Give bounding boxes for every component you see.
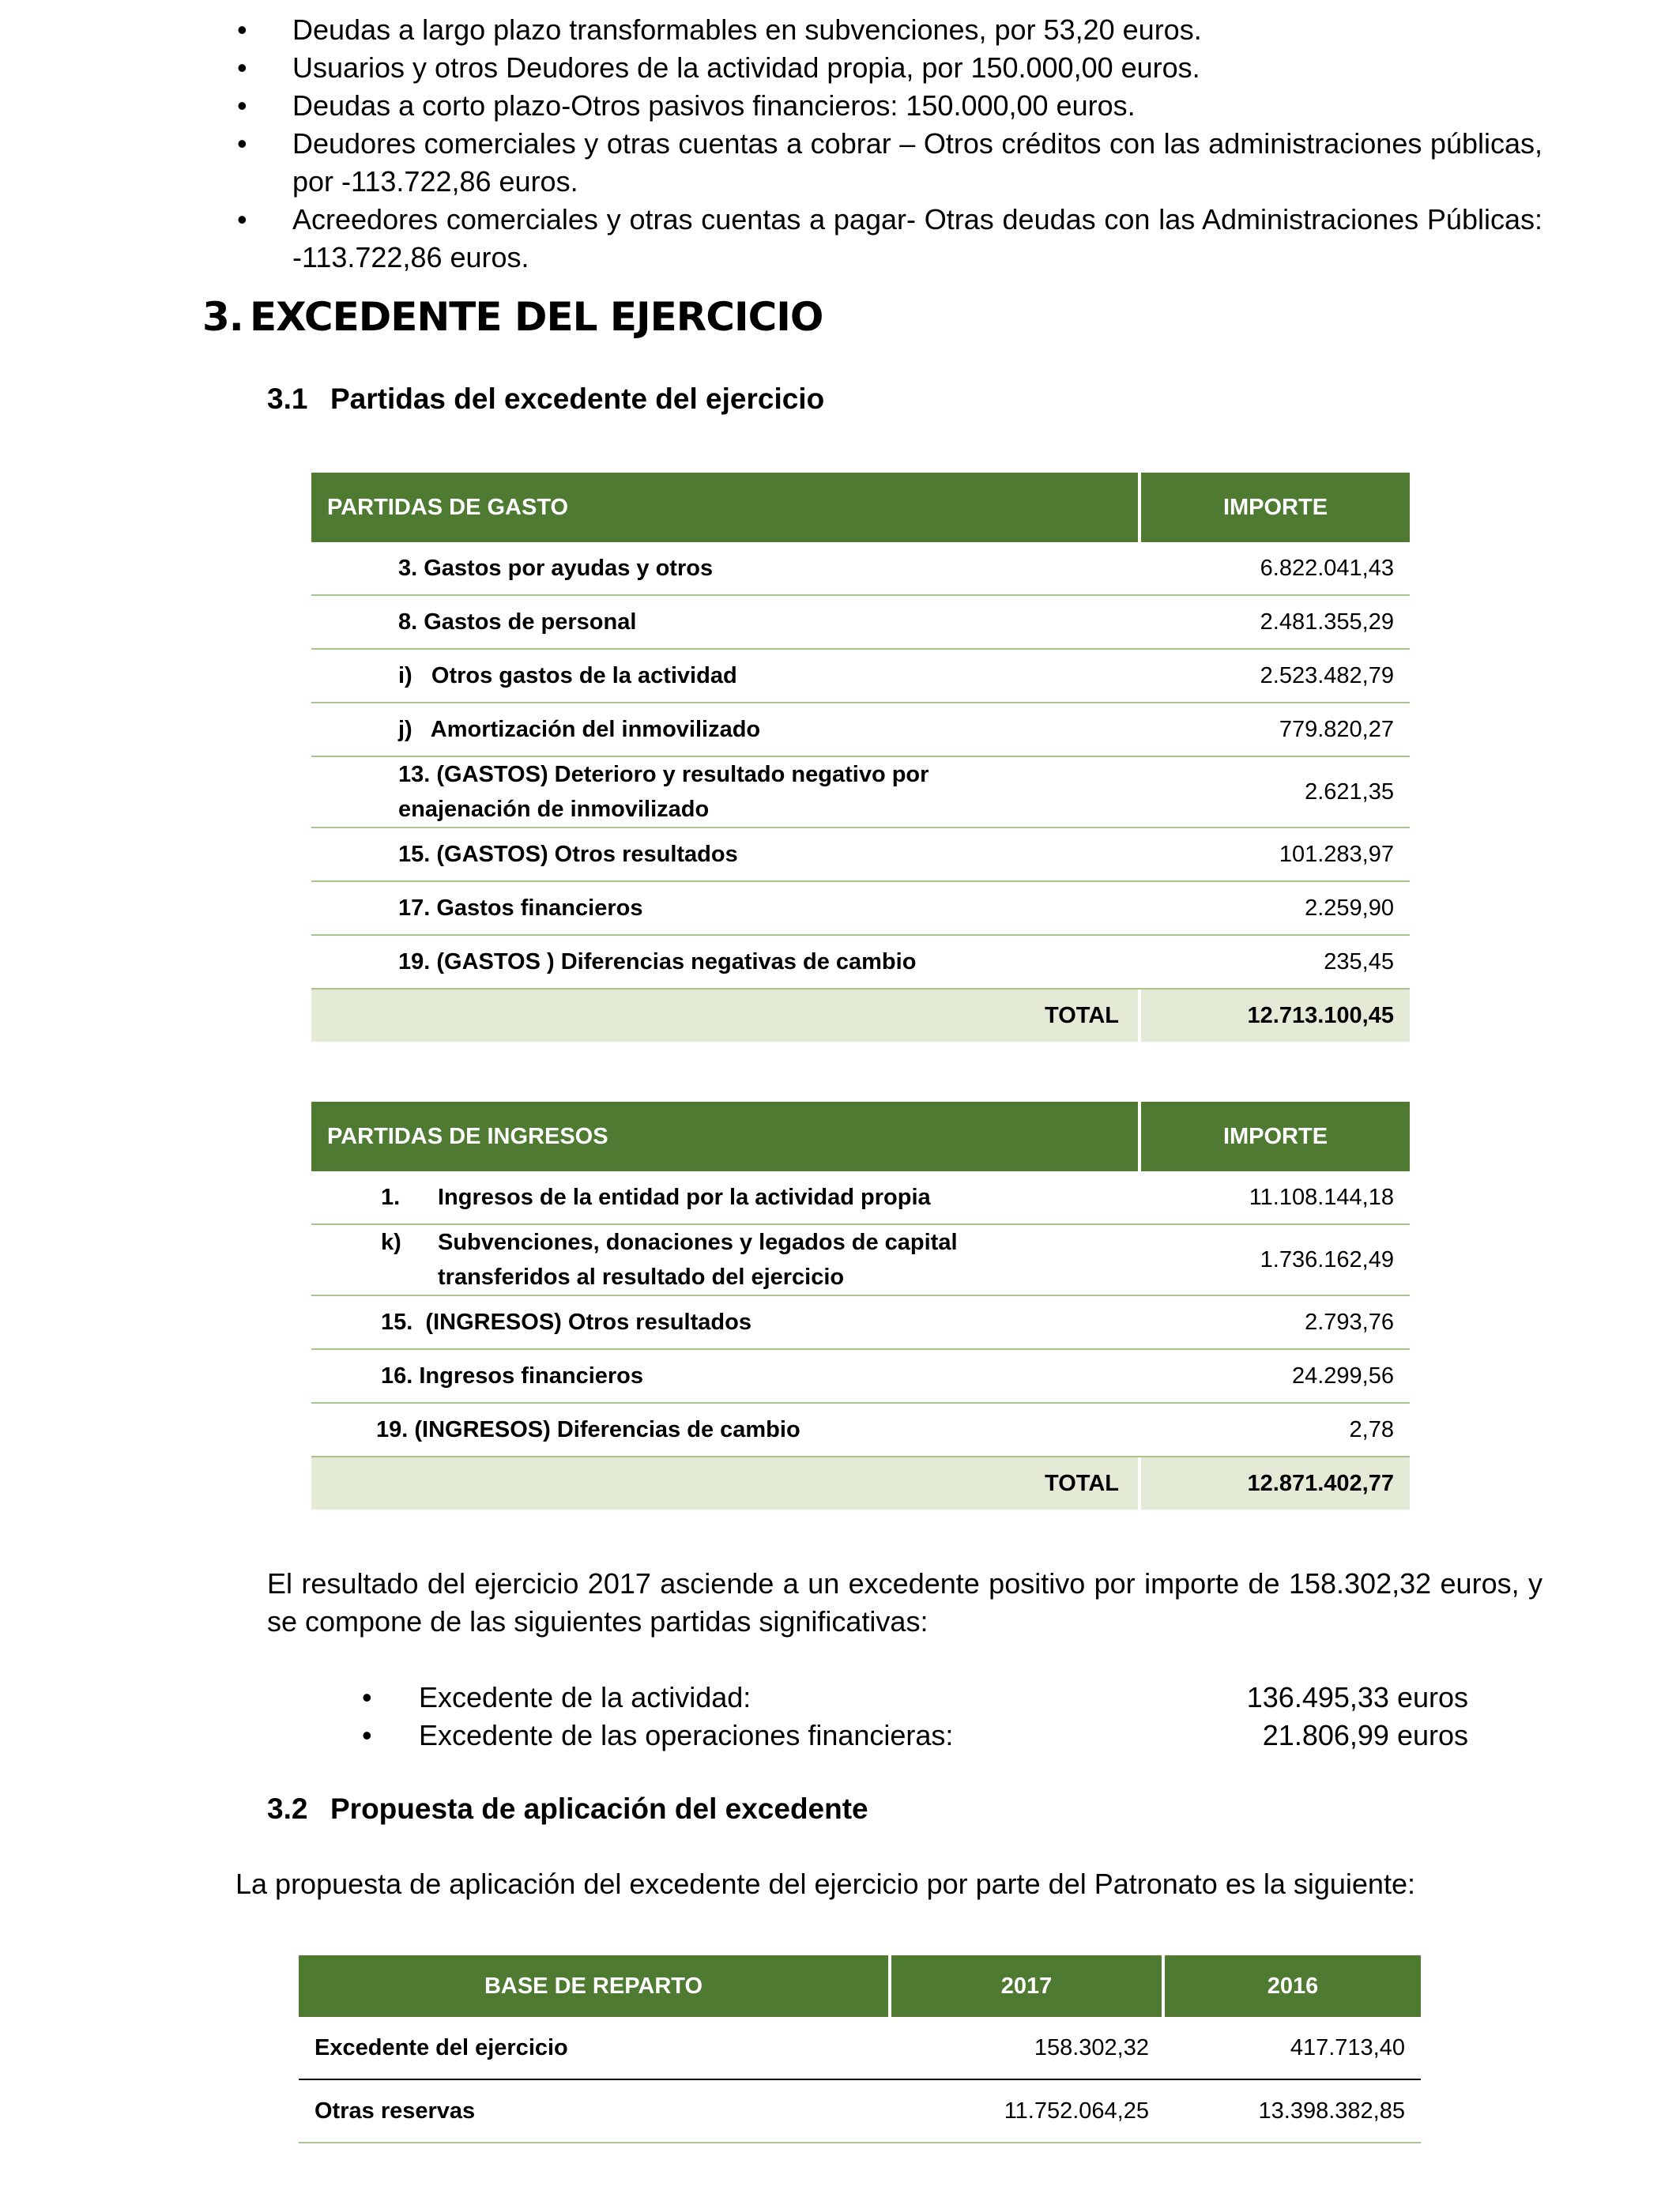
list-item: • Deudas a largo plazo transformables en subvenciones, por 53,20 euros. — [237, 13, 1202, 46]
ingresos-table — [311, 1102, 1410, 1510]
table-row: 1. Ingresos de la entidad por la actividad propia 11.108.144,18 — [311, 1171, 1410, 1225]
table-row: Otras reservas 11.752.064,25 13.398.382,85 — [299, 2080, 1421, 2143]
reparto-header-2017: 2017 — [891, 1955, 1165, 2017]
proposal-paragraph: La propuesta de aplicación del excedente del ejercicio por parte del Patronato es la siguiente: — [235, 1868, 1415, 1900]
subsection-heading-3-2: 3.2 Propuesta de aplicación del excedente — [267, 1793, 868, 1825]
table-row: 15. (INGRESOS) Otros resultados 2.793,76 — [311, 1296, 1410, 1350]
list-item: • Excedente de la actividad: 136.495,33 euros — [362, 1681, 1468, 1713]
table-row: 19. (INGRESOS) Diferencias de cambio 2,78 — [311, 1404, 1410, 1457]
subsection-heading-3-1: 3.1 Partidas del excedente del ejercicio — [267, 383, 825, 415]
table-row: 15. (GASTOS) Otros resultados 101.283,97 — [311, 828, 1410, 882]
table-row: 16. Ingresos financieros 24.299,56 — [311, 1350, 1410, 1404]
top-bullet-list — [237, 11, 1543, 277]
list-item: • Usuarios y otros Deudores de la actividad propia, por 150.000,00 euros. — [237, 51, 1200, 84]
ingresos-header-label: PARTIDAS DE INGRESOS — [311, 1102, 1141, 1171]
table-row: Excedente del ejercicio 158.302,32 417.713,40 — [299, 2017, 1421, 2080]
reparto-header-base: BASE DE REPARTO — [299, 1955, 891, 2017]
list-item: • Excedente de las operaciones financieras: 21.806,99 euros — [362, 1719, 1468, 1751]
result-paragraph: El resultado del ejercicio 2017 asciende a un excedente positivo por importe de 158.302,32 euros, y se compone de las siguientes partidas significativas: — [267, 1567, 1543, 1638]
total-row: TOTAL 12.871.402,77 — [311, 1457, 1410, 1510]
ingresos-header-importe: IMPORTE — [1141, 1102, 1410, 1171]
list-item: • Deudas a corto plazo-Otros pasivos financieros: 150.000,00 euros. — [237, 89, 1136, 122]
table-row: k) Subvenciones, donaciones y legados de capital transferidos al resultado del ejercicio 1.736.162,49 — [311, 1225, 1410, 1296]
section-heading: 3. EXCEDENTE DEL EJERCICIO — [202, 294, 823, 340]
total-row: TOTAL 12.713.100,45 — [311, 990, 1410, 1042]
gastos-header-label: PARTIDAS DE GASTO — [311, 473, 1141, 542]
table-row: i) Otros gastos de la actividad 2.523.482,79 — [311, 650, 1410, 703]
table-row: 19. (GASTOS ) Diferencias negativas de cambio 235,45 — [311, 936, 1410, 990]
table-row: 13. (GASTOS) Deterioro y resultado negativo por enajenación de inmovilizado 2.621,35 — [311, 757, 1410, 828]
gastos-table — [311, 473, 1410, 1042]
excedentes-list — [362, 1679, 1468, 1755]
table-row: j) Amortización del inmovilizado 779.820,27 — [311, 703, 1410, 757]
gastos-header-importe: IMPORTE — [1141, 473, 1410, 542]
list-item: • Acreedores comerciales y otras cuentas a pagar- Otras deudas con las Administraciones Públicas: -113.722,86 euros. — [237, 203, 1543, 273]
reparto-table — [299, 1955, 1421, 2143]
list-item: • Deudores comerciales y otras cuentas a cobrar – Otros créditos con las administraciones públicas, por -113.722,86 euros. — [237, 127, 1543, 198]
table-row: 3. Gastos por ayudas y otros 6.822.041,43 — [311, 542, 1410, 596]
reparto-header-2016: 2016 — [1165, 1955, 1421, 2017]
table-row: 17. Gastos financieros 2.259,90 — [311, 882, 1410, 936]
table-row: 8. Gastos de personal 2.481.355,29 — [311, 596, 1410, 650]
